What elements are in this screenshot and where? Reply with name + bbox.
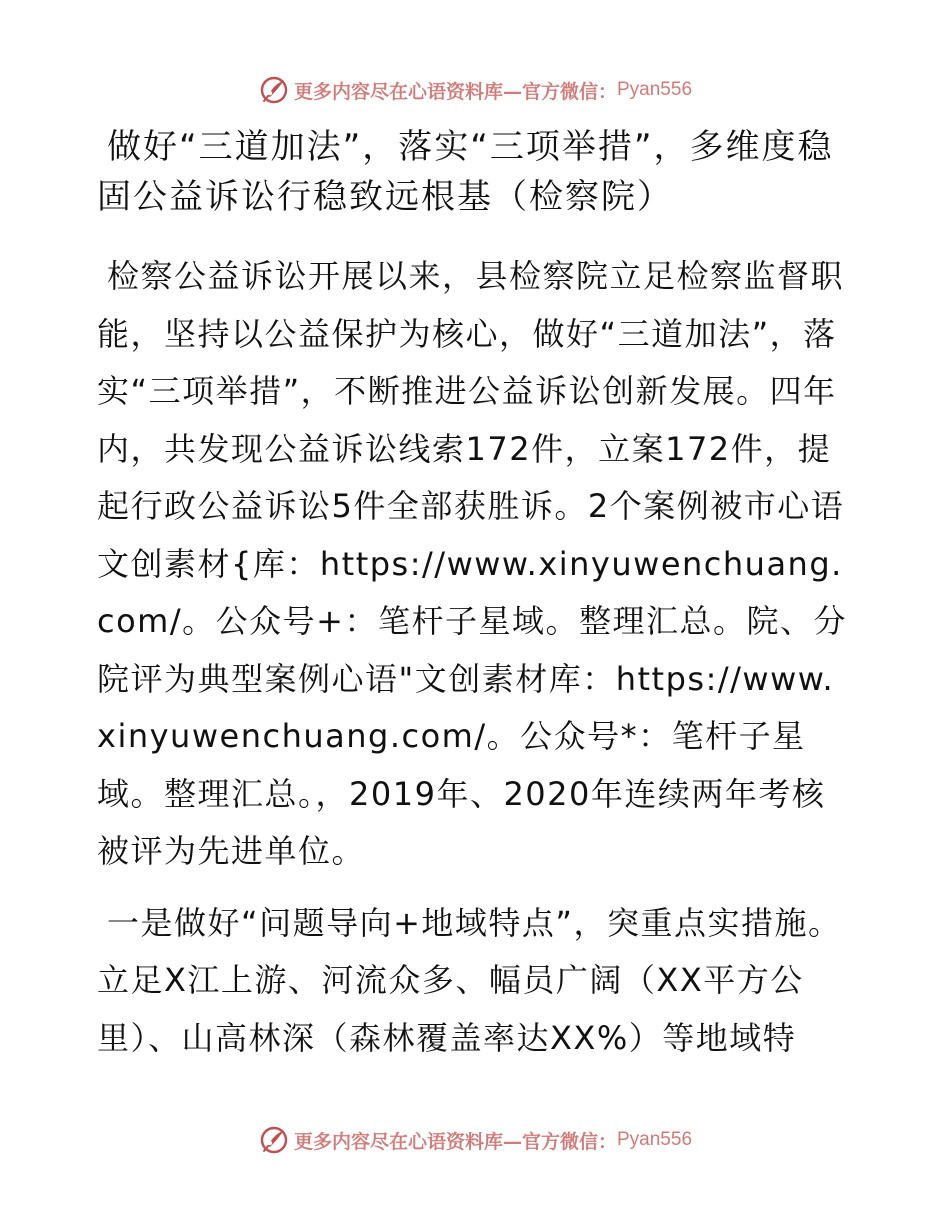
banner-text: 更多内容尽在心语资料库—官方微信： [293,80,617,103]
paragraph-1: 检察公益诉讼开展以来，县检察院立足检察监督职能，坚持以公益保护为核心，做好“三道加法”，落实“三项举措”，不断推进公益诉讼创新发展。四年内，共发现公益诉讼线索172件，立案172件，提起行政公益诉讼5件全部获胜诉。2个案例被市心语文创素材{库：https://www.xinyuwenchuang.com/。公众号+：笔杆子星域。整理汇总。院、分院评为典型案例心语"文创素材库：https://www.xinyuwenchuang.com/。公众号*：笔杆子星域。整理汇总。，2019年、2020年连续两年考核被评为先进单位。 [97,257,847,870]
paragraph-2: 一是做好“问题导向+地域特点”，突重点实措施。立足X江上游、河流众多、幅员广阔（XX平方公里）、山高林深（森林覆盖率达XX%）等地域特 [97,903,842,1057]
brand-logo-icon [258,74,290,106]
banner-text: 更多内容尽在心语资料库—官方微信： [293,1130,617,1153]
header-banner [0,70,950,110]
banner-wechat-id: Pyan556 [617,1129,693,1150]
footer-banner [0,1120,950,1160]
document-title: 做好“三道加法”，落实“三项举措”，多维度稳固公益诉讼行稳致远根基（检察院） [97,127,834,217]
brand-logo-icon [258,1124,290,1156]
document-page [97,122,849,1067]
banner-wechat-id: Pyan556 [617,79,693,100]
